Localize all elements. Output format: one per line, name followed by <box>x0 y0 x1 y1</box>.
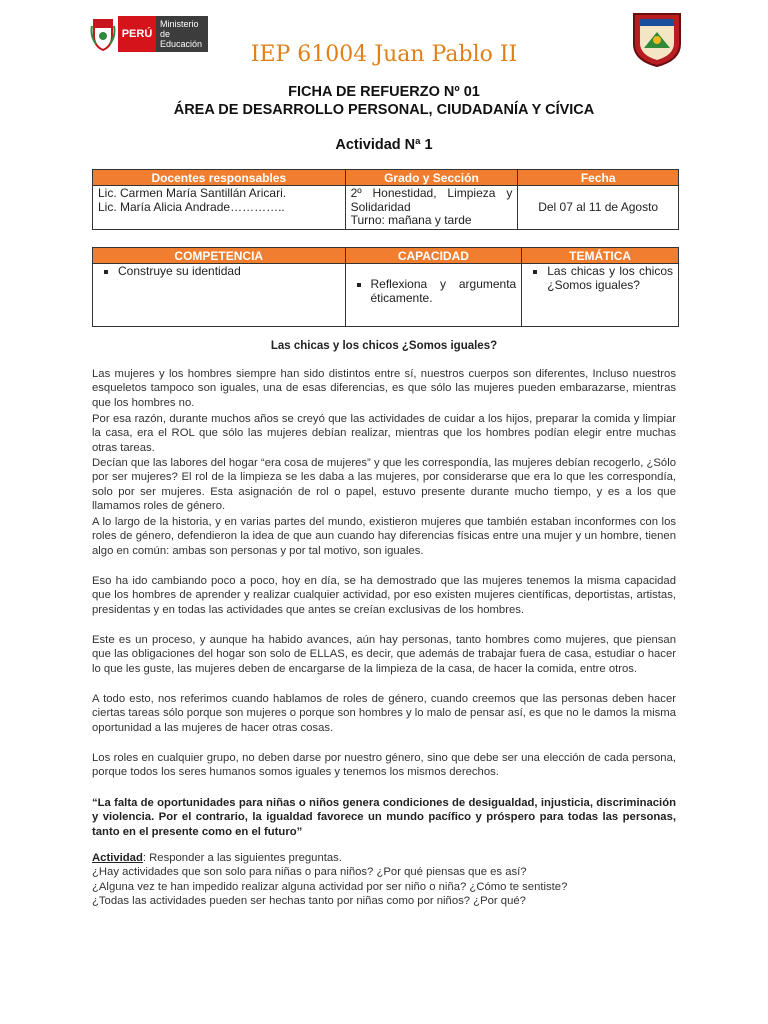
area-title: ÁREA DE DESARROLLO PERSONAL, CIUDADANÍA Y CÍVICA <box>173 102 595 118</box>
activity-instruction-line <box>92 851 676 865</box>
question-1: ¿Hay actividades que son solo para niñas o para niños? ¿Por qué piensas que es así? <box>92 866 527 879</box>
paragraph-6: Este es un proceso, y aunque ha habido avances, aún hay personas, tanto hombres como mujeres, que piensan que las obligaciones del hogar son solo de ELLAS, es decir, que además de trabajar fuera de casa, estudiar o hacer lo que les guste, las mujeres deben de encargarse de la limpieza de la casa, de hacer la comida, entre otros. <box>92 634 676 675</box>
question-2: ¿Alguna vez te han impedido realizar alguna actividad por ser niño o niña? ¿Cómo te sentiste? <box>92 880 568 893</box>
header-tematica: TEMÁTICA <box>522 248 679 264</box>
competencia-item: ▪ Construye su identidad <box>118 265 340 279</box>
paragraph-2: Por esa razón, durante muchos años se creyó que las actividades de cuidar a los hijos, preparar la comida y limpiar la casa, era el ROL que sólo las mujeres debían realizar, mientras que los hombres podían elegir entre muchas otras tareas. <box>92 413 676 454</box>
activity-title: Actividad Nª 1 <box>335 137 433 153</box>
header-teachers: Docentes responsables <box>93 170 346 186</box>
activity-instruction: : Responder a las siguientes preguntas. <box>142 852 342 864</box>
school-name: IEP 61004 Juan Pablo II <box>250 42 518 67</box>
table-row <box>93 264 679 327</box>
question-3: ¿Todas las actividades pueden ser hechas tanto por niñas como por niños? ¿Por qué? <box>92 895 526 908</box>
paragraph-8: Los roles en cualquier grupo, no deben darse por nuestro género, sino que debe ser una elección de cada persona, porque todos los seres humanos somos iguales y tenemos los mismos derechos. <box>92 752 676 779</box>
header-date: Fecha <box>518 170 679 186</box>
date-range: Del 07 al 11 de Agosto <box>518 186 679 230</box>
teacher-1: Lic. Carmen María Santillán Aricari. <box>98 186 287 200</box>
ministry-line2: de Educación <box>160 29 203 49</box>
quote-text: “La falta de oportunidades para niñas o niños genera condiciones de desigualdad, injusticia, discriminación y violencia. Por el contrario, la igualdad favorece un mundo pacífico y próspero para todas las personas, tanto en el presente como en el futuro” <box>92 797 676 838</box>
table-row <box>93 186 679 230</box>
school-crest-icon <box>632 10 682 68</box>
activity-label: Actividad <box>92 852 143 864</box>
quote-block <box>92 796 676 839</box>
tematica-item: ▪ Las chicas y los chicos ¿Somos iguales? <box>547 265 673 292</box>
grade-section: 2º Honestidad, Limpieza y Solidaridad <box>350 186 513 214</box>
ministry-line1: Ministerio <box>160 19 199 29</box>
paragraph-1: Las mujeres y los hombres siempre han sido distintos entre sí, nuestros cuerpos son diferentes, Incluso nuestros esqueletos tampoco son iguales, una de esas diferencias, es que sólo las mujeres pueden embarazarse, mientras que los hombres no. <box>92 368 676 409</box>
paragraph-3: Decían que las labores del hogar “era cosa de mujeres” y que les correspondía, las mujeres debían recogerlo, ¿Sólo por ser mujeres? El rol de la limpieza se les daba a las mujeres, por considerarse que era lo que les correspondía, solo por ser mujeres. Esta asignación de rol o papel, estuvo presente durante mucho tiempo, y es a los que llamamos roles de género. <box>92 457 676 513</box>
teachers-table <box>92 169 679 230</box>
table-header-row <box>93 248 679 264</box>
competency-table <box>92 247 679 327</box>
header-competencia: COMPETENCIA <box>93 248 346 264</box>
peru-label: PERÚ <box>118 16 156 52</box>
paragraph-5: Eso ha ido cambiando poco a poco, hoy en día, se ha demostrado que las mujeres tenemos la misma capacidad que los hombres de aprender y realizar cualquier actividad, por eso existen mujeres científicas, deportistas, artistas, presidentas y en todas las actividades que antes se creían exclusivas de los hombres. <box>92 575 676 616</box>
activity-block <box>92 851 676 909</box>
shift: Turno: mañana y tarde <box>350 213 472 227</box>
header-grade: Grado y Sección <box>345 170 518 186</box>
reading-title: Las chicas y los chicos ¿Somos iguales? <box>270 340 498 352</box>
paragraph-4: A lo largo de la historia, y en varias partes del mundo, existieron mujeres que también estaban inconformes con los roles de género, defendieron la idea de que aun cuando hay diferencias físicas entre una mujer y un hombre, tienen algo en común: ambas son personas y por tal motivo, son iguales. <box>92 516 676 557</box>
worksheet-title: FICHA DE REFUERZO Nº 01 <box>288 84 480 100</box>
teacher-2: Lic. María Alicia Andrade………….. <box>98 199 285 214</box>
table-header-row <box>93 170 679 186</box>
paragraph-7: A todo esto, nos referimos cuando hablamos de roles de género, cuando creemos que las personas deben hacer ciertas tareas sólo porque son mujeres o porque son hombres y lo malo de pensar así, es que no le damos la misma oportunidad a las mujeres de hacer otras cosas. <box>92 693 676 734</box>
capacidad-item: ▪ Reflexiona y argumenta éticamente. <box>371 278 517 305</box>
header-capacidad: CAPACIDAD <box>345 248 522 264</box>
